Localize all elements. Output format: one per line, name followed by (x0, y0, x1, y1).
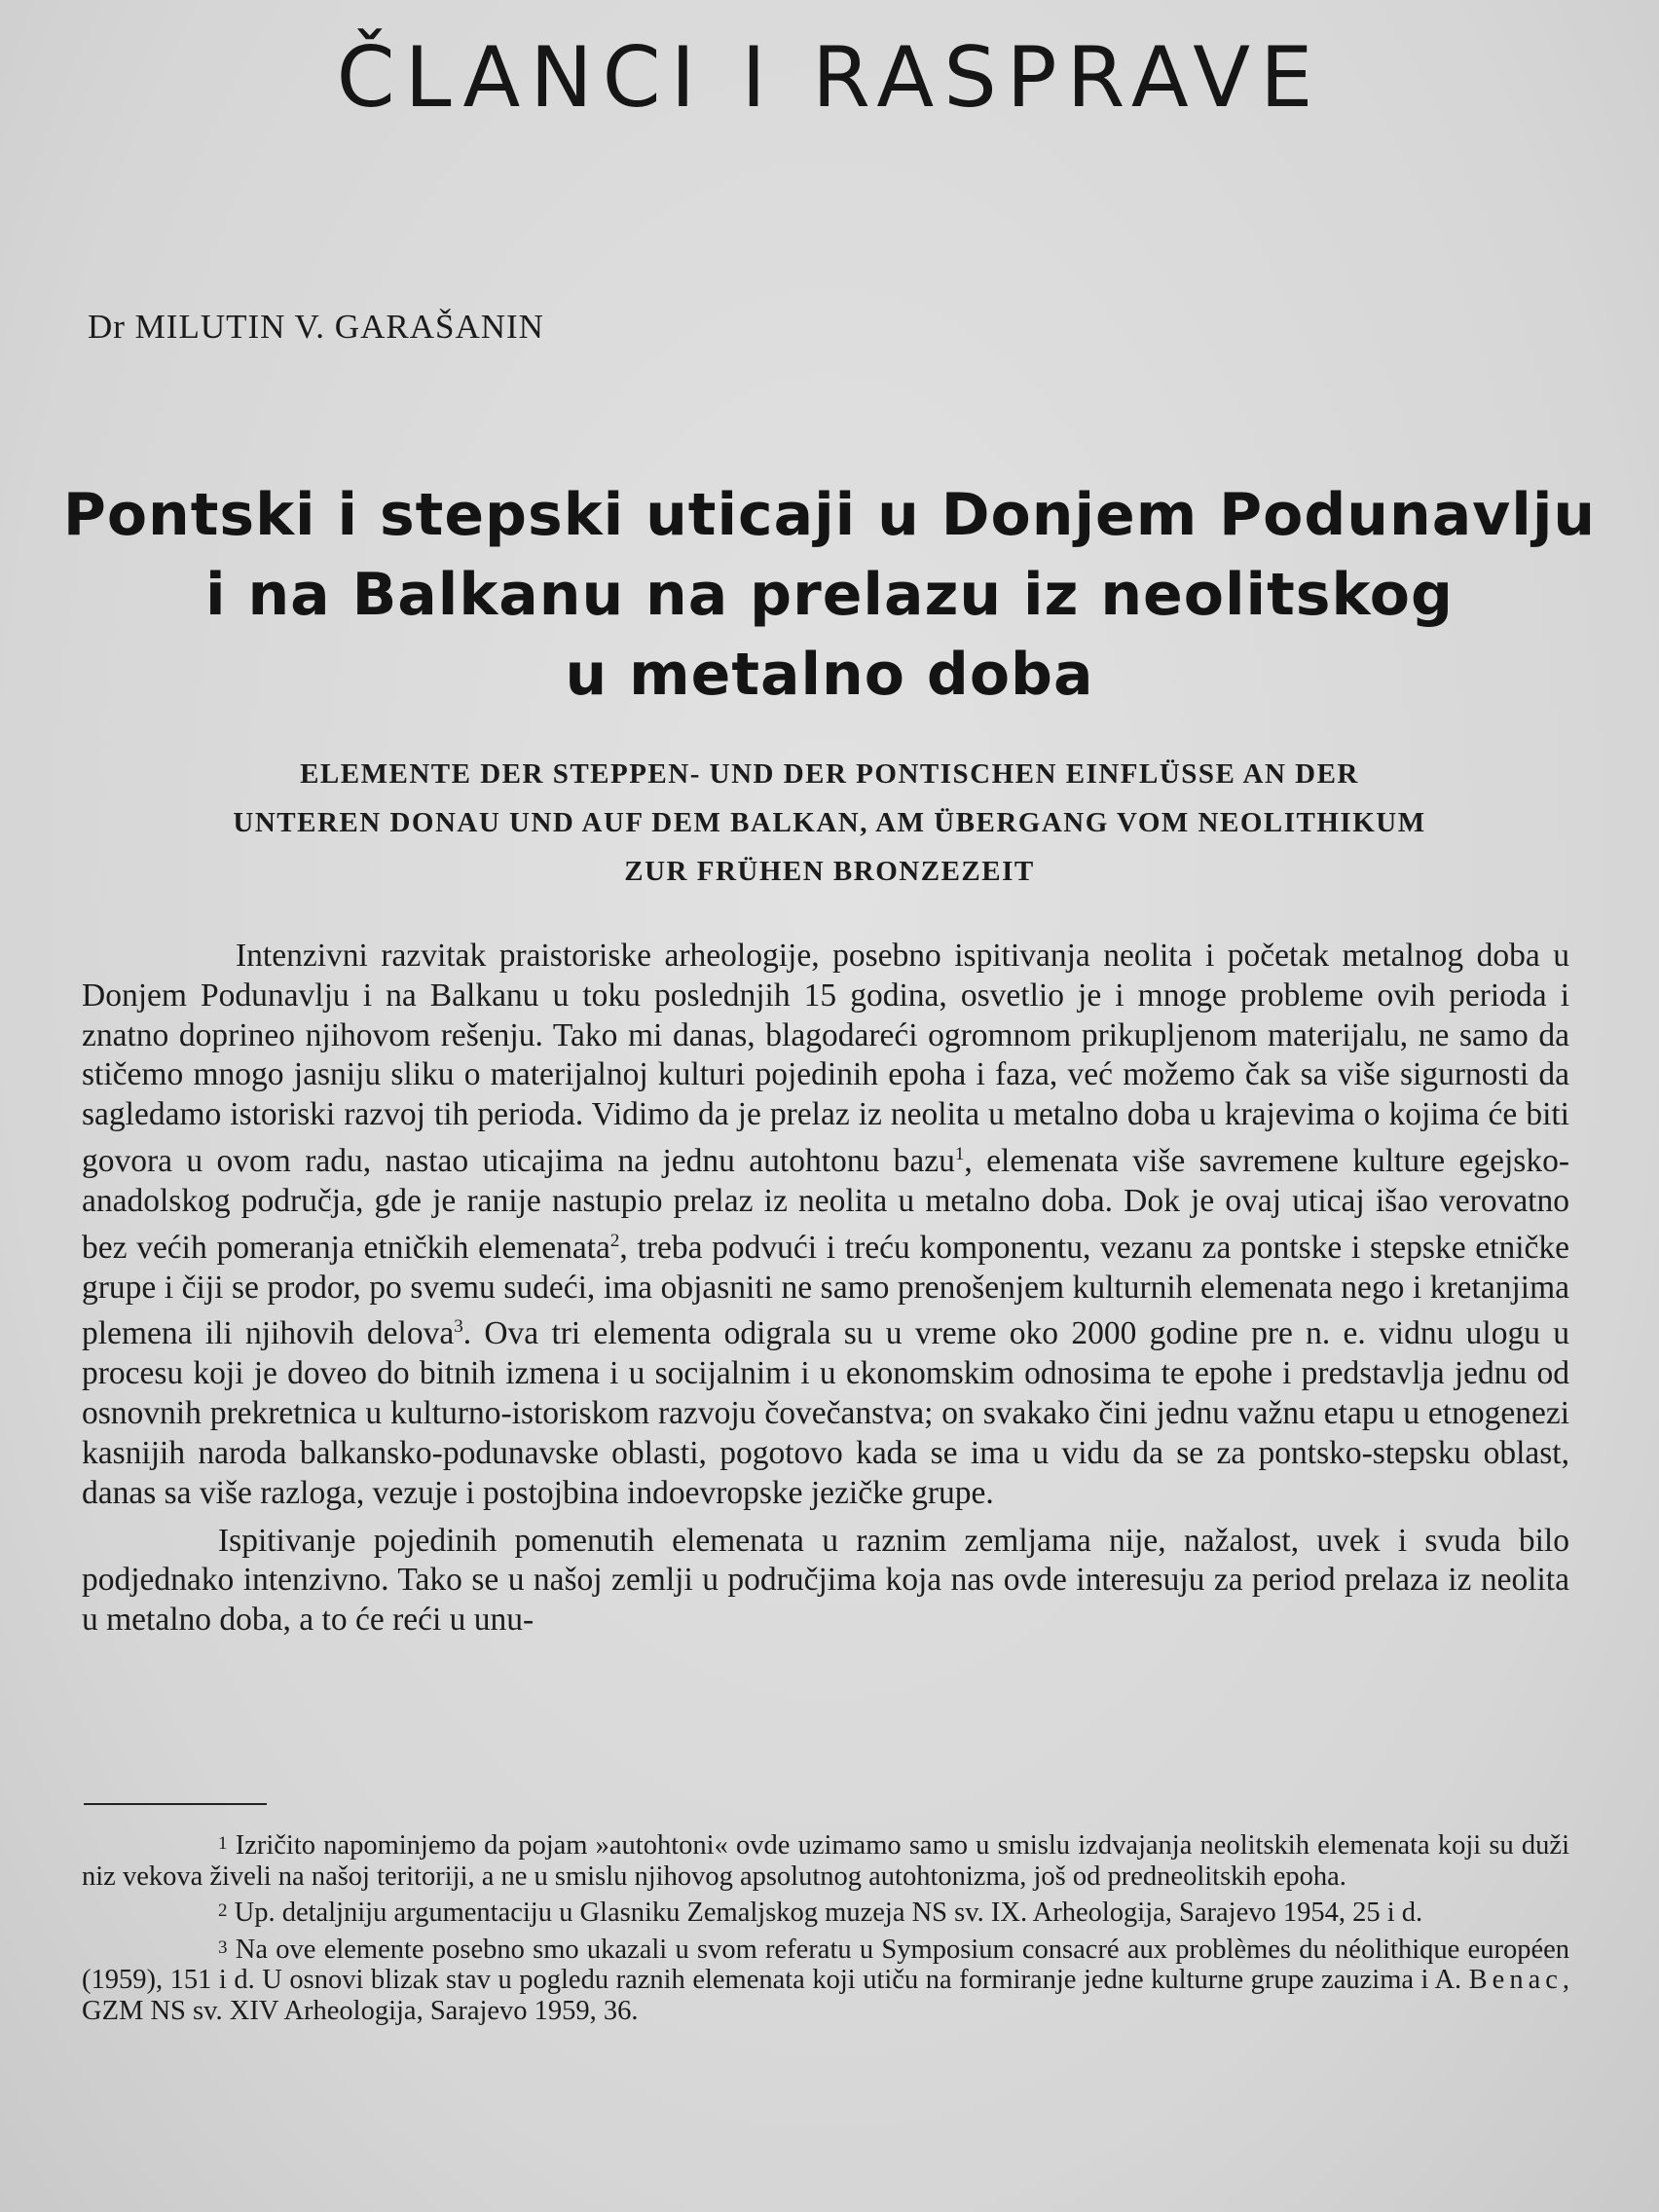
german-subtitle (97, 750, 1562, 896)
paragraph-text: . Ova tri elementa odigrala su u vreme oko 2000 godine pre n. e. vidnu ulogu u procesu koji je doveo do bitnih izmena i u socijalnim i u ekonomskim odnosima te epohe i predstavlja jednu od osnovnih prekretnica u kulturno-istoriskom razvoju čovečanstva; on svakako čini jednu važnu etapu u etnogenezi kasnijih naroda balkansko-podunavske oblasti, pogotovo kada se ima u vidu da se za pontsko-stepsku oblast, danas sa više razloga, vezuje i postojbina indoevropske jezičke grupe. (82, 1315, 1569, 1511)
paragraph-text: , treba podvući i treću komponentu, vezanu za pontske i stepske etničke grupe i čiji se prodor, po svemu sudeći, ima objasniti ne samo prenošenjem kulturnih elemenata nego i kretanjima plemena ili njihovih delova (82, 1229, 1570, 1352)
footnote-divider (84, 1803, 267, 1805)
footnote-ref: 2 (609, 1230, 620, 1251)
footnote-ref: 1 (954, 1143, 965, 1164)
footnote-mark: 3 (218, 1936, 228, 1958)
footnote-author: Benac (1468, 1965, 1563, 1995)
subtitle-line: UNTEREN DONAU UND AUF DEM BALKAN, AM ÜBERGANG VOM NEOLITHIKUM (233, 807, 1426, 838)
footnotes (82, 1830, 1569, 2032)
body-paragraph: Ispitivanje pojedinih pomenutih elemenata u raznim zemljama nije, nažalost, uvek i svuda bilo podjednako intenzivno. Tako se u našoj zemlji u područjima koja nas ovde interesuju za period prelaza iz neolita u metalno doba, a to će reći u unu- (82, 1522, 1569, 1639)
footnote-text: Na ove elemente posebno smo ukazali u svom referatu u Symposium consacré aux problèmes du néolithique européen (1959), 151 i d. U osnovi blizak stav u pogledu raznih elemenata koji utiču na formiranje jedne kulturne grupe zauzima i A. (82, 1934, 1569, 1995)
article-title (58, 475, 1601, 715)
footnote (82, 1935, 1569, 2027)
body-paragraph (82, 937, 1569, 1514)
paragraph-text: Intenzivni razvitak praistoriske arheologije, posebno ispitivanja neolita i početak metalnog doba u Donjem Podunavlju i na Balkanu u toku poslednjih 15 godina, osvetlio je i mnoge probleme ovih perioda i znatno doprineo njihovom rešenju. Tako mi danas, blagodareći ogromnom prikupljenom materijalu, ne samo da stičemo mnogo jasniju sliku o materijalnoj kulturi pojedinih epoha i faza, već možemo čak sa više sigurnosti da sagledamo istoriski razvoj tih perioda. Vidimo da je prelaz iz neolita u metalno doba u krajevima o kojima će biti govora u ovom radu, nastao uticajima na jednu autohtonu bazu (82, 938, 1569, 1180)
footnote-mark: 2 (218, 1900, 228, 1921)
article-title-line: u metalno doba (565, 641, 1094, 709)
subtitle-line: ZUR FRÜHEN BRONZEZEIT (624, 856, 1035, 887)
footnote-text: Up. detaljniju argumentaciju u Glasniku Zemaljskog muzeja NS sv. IX. Arheologija, Sarajevo 1954, 25 i d. (234, 1898, 1423, 1928)
footnote-ref: 3 (454, 1316, 463, 1338)
article-title-line: i na Balkanu na prelazu iz neolitskog (205, 561, 1454, 629)
section-title: ČLANCI I RASPRAVE (336, 29, 1323, 127)
article-title-line: Pontski i stepski uticaji u Donjem Podunavlju (62, 481, 1597, 549)
footnote (82, 1898, 1569, 1929)
footnote-text: Izričito napominjemo da pojam »autohtoni« ovde uzimamo samo u smislu izdvajanja neolitskih elemenata koji su duži niz vekova živeli na našoj teritoriji, a ne u smislu njihovog apsolutnog autohtonizma, još od predneolitskih epoha. (82, 1830, 1569, 1892)
paragraph-text: , elemenata više savremene kulture egejsko-anadolskog područja, gde je ranije nastupio prelaz iz neolita u metalno doba. Dok je ovaj uticaj išao verovatno bez većih pomeranja etničkih elemenata (82, 1143, 1569, 1266)
footnote-text: , GZM NS sv. XIV Arheologija, Sarajevo 1959, 36. (82, 1965, 1569, 2026)
author-name: Dr MILUTIN V. GARAŠANIN (88, 308, 544, 346)
footnote (82, 1830, 1569, 1892)
footnote-mark: 1 (218, 1833, 228, 1854)
subtitle-line: ELEMENTE DER STEPPEN- UND DER PONTISCHEN EINFLÜSSE AN DER (300, 758, 1359, 790)
article-body (82, 937, 1569, 1648)
